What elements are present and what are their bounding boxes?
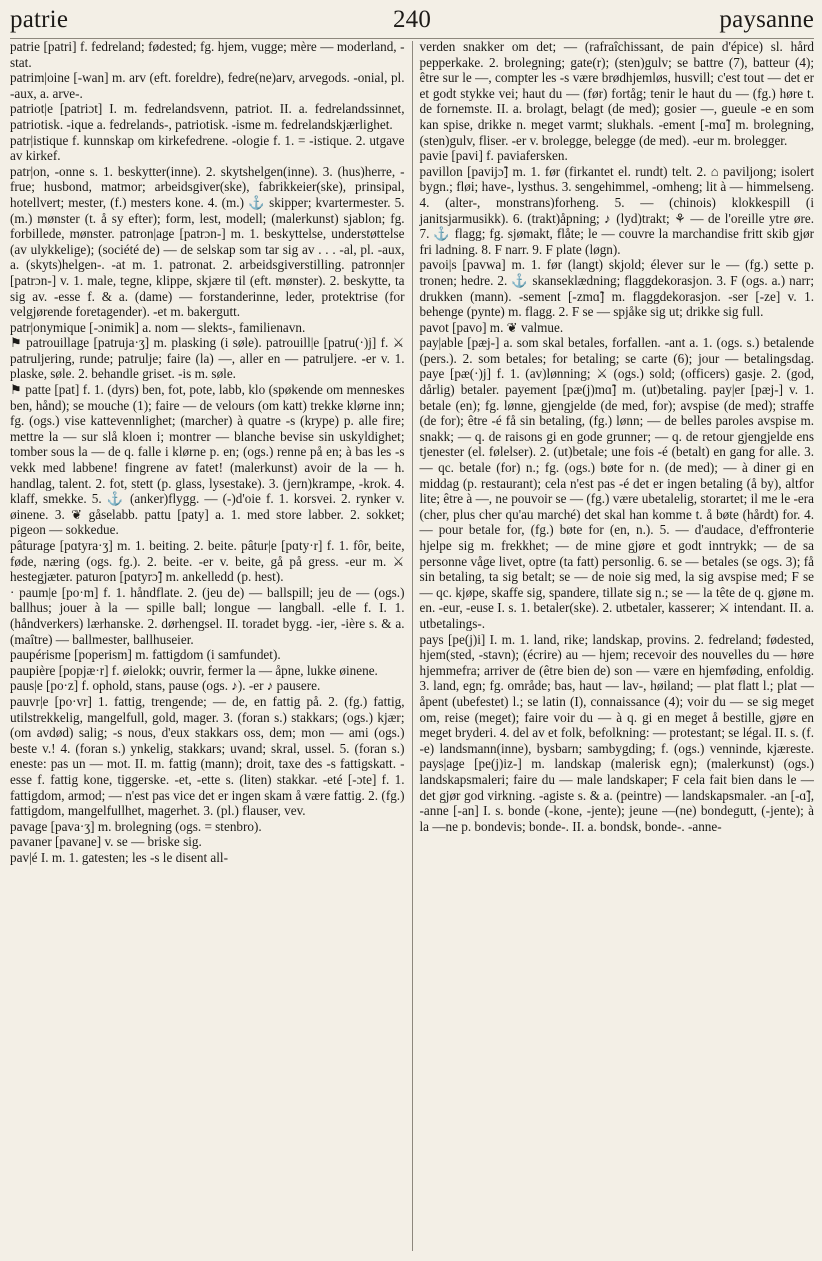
dictionary-entry: paus|e [po·z] f. ophold, stans, pause (ogs. ♪). -er ♪ pausere. [10,678,321,694]
dictionary-entry: pauvr|e [po·vr] 1. fattig, trengende; — de, en fattig på. 2. (fg.) fattig, utilstrekkelig, mangelfull, gold, mager. 3. (foran s.) stakkars; (ogs.) kjær; (om avdød) salig; -s nous, d'eux stakkars oss, dem; mon — ami (ogs.) beste v.! 4. (foran s.) ynkelig, stakkars; uvand; skral, ussel. 5. (foran s.) eneste: pas un — mot. II. m. fattig (mann); droit, taxe des -s fattigskatt. -esse f. fattig kone, tiggerske. -et, -ette s. (liten) stakkar. -eté [-ɔte] f. 1. fattigdom, armod; — n'est pas vice det er ingen skam å være fattig. 2. (fg.) fattigdom, mangelfullhet, magerhet. 3. (pl.) flauser, vev. [10,693,405,819]
dictionary-entry: pav|é I. m. 1. gatesten; les -s le disent all- [10,849,228,865]
header-last-guide-word: paysanne [719,6,814,33]
two-column-body [10,39,814,1251]
dictionary-entry: verden snakker om det; — (rafraîchissant, de pain d'épice) sl. hård pepperkake. 2. brolegning; gate(r); (sten)gulv; se battre (7), batteur (4); être sur le —, compter les -s være brødhjemløs, husvill; c'est tout — det er et godt stykke vei; haut du — (før) fortåg; tenir le haut du — (fg.) høre t. de fornemste. II. a. brolagt, belagt (de med); gosier —, gueule -e en som kan spise, drikke n. meget varmt; slukhals. -ement [-mɑ̃] m. brolegning, (sten)gulv, fliser. -er v. brolegge, belegge (de med). -eur m. brolegger. [419,39,814,148]
dictionary-entry: · paum|e [po·m] f. 1. håndflate. 2. (jeu de) — ballspill; jeu de — (ogs.) ballhus; jouer à la — spille ball; longue — langball. -elle f. I. 1. (håndverkers) lærhanske. 2. dørhengsel. II. toradet bygg. -ier, -ière s. & a. (maître) — ballmester, ballhuseier. [10,584,405,647]
dictionary-entry: patriot|e [patriɔt] I. m. fedrelandsvenn, patriot. II. a. fedrelandssinnet, patriotisk. -ique a. fedrelands-, patriotisk. -isme m. fedrelandskjærlighet. [10,101,405,132]
dictionary-entry: patr|onymique [-ɔnimik] a. nom — slekts-, familienavn. [10,319,306,335]
dictionary-entry: patr|istique f. kunnskap om kirkefedrene. -ologie f. 1. = -istique. 2. utgave av kirkef. [10,132,405,164]
dictionary-entry: pavaner [pavane] v. se — briske sig. [10,834,202,850]
dictionary-entry: paupière [popjæ·r] f. øielokk; ouvrir, fermer la — åpne, lukke øinene. [10,662,378,678]
dictionary-entry: pavie [pavi] f. paviafersken. [419,148,568,164]
dictionary-entry: patrim|oine [-wan] m. arv (eft. foreldre), fedre(ne)arv, arvegods. -onial, pl. -aux, a. arve-. [10,70,405,101]
right-column [413,39,815,1251]
dictionary-entry: pay|able [pæj-] a. som skal betales, forfallen. -ant a. 1. (ogs. s.) betalende (pers.). 2. som betales; for betaling; se carte (6); jour — betalingsdag. paye [pæ(·)j] f. 1. (av)lønning; ⚔ (ogs.) sold; (officers) gasje. 2. (god, dårlig) betaler. payement [pæ(j)mɑ̃] m. (ut)betaling. pay|er [pæj-] v. 1. betale (en); fg. lønne, gjengjelde (de med, for); avspise (de med); straffe (de for); être -é få sin betaling, (fg.) lønn; — de belles paroles avspise m. snakk; — q. de raisons gi en gode grunner; — q. de retour gjengjelde ens tjenester (el. følelser). 2. (ut)betale; une fois -é (betalt) en gang for alle. 3. — qc. betale (for) n.; fg. (ogs.) bøte for n. (de med); — à diner gi en middag (p. restaurant); cela n'est pas -é det er ingen betaling (å by), altfor lite; être à —, ne pouvoir se — (fg.) være ubetalelig, storartet; il me le -era (cher, plus cher qu'au marché) det skal han komme t. å bøte (hårdt) for. 4. — pour betale for, (fg.) bøte for (en, n.). 5. — d'audace, d'effronterie hjelpe sig m. frekkhet; — de mine gjøre et godt inntrykk; — de sa personne våge livet, optre (ta fatt) personlig. 6. se — betales (se ogs. 3); få sin betaling, ta sig betalt; se — de noie sig med, la sig avspise med; F se — qc. kjøpe, skaffe sig, spandere, tillate sig n.; se — la tête de q. gjøne m. en. -eur, -euse I. s. 1. betaler(ske). 2. utbetaler, kasserer; ⚔ intendant. II. a. utbetalings-. [419,335,814,631]
dictionary-entry: ⚑ patte [pat] f. 1. (dyrs) ben, fot, pote, labb, klo (spøkende om menneskes ben, hånd); se mouche (1); faire — de velours (om katt) trekke klørne inn; fg. (ogs.) vise kattevennlighet; (marcher) à quatre -s (krype) p. alle fire; mettre la — sur slå kloen i; montrer — blanche bevise sin uskyldighet; tomber sous la — de q. falle i klørne p. en; (ogs.) renne på en; à bas les -s vekk med labbene! fingrene av fatet! (malerkunst) avoir de la — h. handlag, talent. 2. fot, stett (p. glass, lysestake). 3. (jern)krampe, -krok. 4. klaff, smekke. 5. ⚓ (anker)flygg. — (-)d'oie f. 1. korsvei. 2. rynker v. øinene. 3. ❦ gåselabb. pattu [paty] a. 1. med store labber. 2. sokket; pigeon — sokkedue. [10,382,405,538]
dictionary-entry: pavillon [pavijɔ̃] m. 1. før (firkantet el. rundt) telt. 2. ⌂ paviljong; isolert bygn.; fløi; have-, lysthus. 3. sengehimmel, -omheng; lit à — himmelseng. 4. (alter-, monstrans)forheng. 5. — (chinois) klokkespill (i janitsjarmusikk). 6. (trakt)åpning; ♪ (lyd)trakt; ⚘ — de l'oreille ytre øre. 7. ⚓ flagg; fg. sjømakt, flåte; le — couvre la marchandise fritt skib gjør fri ladning. 8. F narr. 9. F plate (løgn). [419,163,814,257]
dictionary-entry: patrie [patri] f. fedreland; fødested; fg. hjem, vugge; mère — moderland, -stat. [10,39,405,70]
dictionary-entry: pavage [pava·ʒ] m. brolegning (ogs. = stenbro). [10,818,262,834]
dictionary-entry: ⚑ patrouillage [patruja·ʒ] m. plasking (i søle). patrouill|e [patru(·)j] f. ⚔ patruljering, runde; patrulje; faire (la) —, aller en — patruljere. -er v. 1. plaske, søle. 2. behandle griset. -is m. søle. [10,335,405,382]
dictionary-entry: patr|on, -onne s. 1. beskytter(inne). 2. skytshelgen(inne). 3. (hus)herre, -frue; husbond, matmor; arbeidsgiver(ske), fabrikkeier(ske), prinsipal, hotellvert; mester, (f.) mesters kone. 4. (m.) ⚓ skipper; kvartermester. 5. (m.) mønster (t. å sy efter); form, lest, modell; (malerkunst) sjablon; fg. forbillede, mønster. patron|age [patrɔn-] m. 1. beskyttelse, understøttelse (av ulykkelige); (société de) — de selskap som tar sig av . . . -al, pl. -aux, a. (skyts)helgen-. -at m. 1. patronat. 2. arbeidsgiverstilling. patronn|er [patrɔn-] v. 1. male, tegne, klippe, skjære til (eft. mønster). 2. beskytte, ta sig av. -esse f. & a. (dame) — forstanderinne, leder, protektrise (for velgjørende foretagender). -et m. bakergutt. [10,163,405,320]
dictionary-entry: pays [pe(j)i] I. m. 1. land, rike; landskap, provins. 2. fedreland; fødested, hjem(sted, -stavn); (écrire) au — hjem; recevoir des nouvelles du — høre hjemmefra; arriver de (être bien de) son — være en hjemføding, enfoldig. 3. land, egn; fg. område; bas, haut — lav-, høiland; — plat flatt l.; plat — åpent (ubefestet) l.; se latin (I), connaissance (4); voir du — se sig meget om, reise (meget); faire voir du — à q. gi en meget å bestille, gjøre en meget bryderi. 4. del av et folk, befolkning: — protestant; se légal. II. s. (f. -e) landsmann(inne), bysbarn; sambygding; f. (ogs.) venninde, kjæreste. pays|age [pe(j)iz-] m. landskap (malerisk egn); (malerkunst) (ogs.) landskapsmaleri; faire du — male landskaper; F cela fait bien dans le — det gjør god virkning. -agiste s. & a. (peintre) — landskapsmaler. -an [-ɑ̃], -anne [-an] I. s. bonde (-kone, -jente); jeune —(ne) bondegutt, (-jente); à la —ne p. bondevis; bonde-. II. a. bondsk, bonde-. -anne- [419,631,814,834]
dictionary-entry: pavot [pavo] m. ❦ valmue. [419,319,564,335]
dictionary-entry: pavoi|s [pavwa] m. 1. før (langt) skjold; élever sur le — (fg.) sette p. tronen; hedre. 2. ⚓ skanseklædning; flaggdekorasjon. 3. F (ogs. a.) narr; drukken (mann). -sement [-zmɑ̃] m. flaggdekorasjon. -ser [-ze] v. 1. behenge (pynte) m. flagg. 2. F se — spjåke sig ut; drikke sig full. [419,257,814,320]
page-number: 240 [392,6,432,33]
header-first-guide-word: patrie [10,6,69,33]
page-header [10,4,814,39]
dictionary-entry: pâturage [pɑtyra·ʒ] m. 1. beiting. 2. beite. pâtur|e [pɑty·r] f. 1. fôr, beite, føde, næring (ogs. fg.). 2. beite. -er v. beite, gå på gress. -eur m. ⚔ hestegjæter. paturon [pɑtyrɔ̃] m. ankelledd (p. hest). [10,538,405,585]
dictionary-entry: paupérisme [poperism] m. fattigdom (i samfundet). [10,647,281,663]
left-column [10,39,412,1251]
